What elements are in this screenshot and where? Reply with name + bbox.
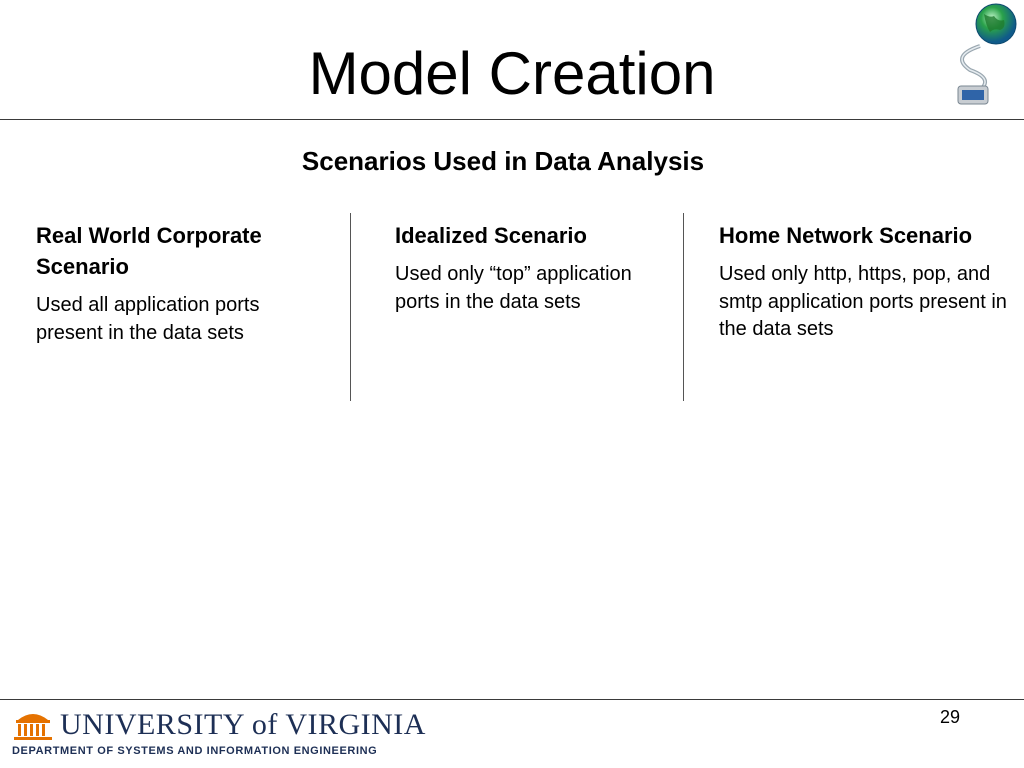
scenario-description: Used all application ports present in the data sets bbox=[36, 294, 260, 344]
university-logo bbox=[10, 706, 440, 762]
column-divider bbox=[683, 213, 684, 401]
globe-network-cable-icon bbox=[944, 0, 1024, 112]
scenario-column-corporate bbox=[36, 220, 326, 347]
scenario-description: Used only http, https, pop, and smtp application ports present in the data sets bbox=[719, 263, 1007, 340]
scenario-heading: Real World Corporate Scenario bbox=[36, 223, 262, 279]
scenario-heading: Idealized Scenario bbox=[395, 223, 587, 248]
scenario-heading: Home Network Scenario bbox=[719, 223, 973, 248]
footer-divider bbox=[0, 699, 1024, 700]
department-name: DEPARTMENT OF SYSTEMS AND INFORMATION ENGINEERING bbox=[12, 745, 378, 757]
slide-title: Model Creation bbox=[308, 40, 716, 107]
column-divider bbox=[350, 213, 351, 401]
scenario-description: Used only “top” application ports in the data sets bbox=[395, 263, 632, 313]
rotunda-icon bbox=[12, 708, 54, 742]
header-divider bbox=[0, 119, 1024, 120]
scenario-column-idealized bbox=[395, 220, 675, 316]
university-name: UNIVERSITY of VIRGINIA bbox=[60, 708, 426, 741]
page-number: 29 bbox=[939, 707, 961, 727]
scenario-column-home-network bbox=[719, 220, 1019, 344]
slide-subtitle: Scenarios Used in Data Analysis bbox=[301, 146, 705, 176]
